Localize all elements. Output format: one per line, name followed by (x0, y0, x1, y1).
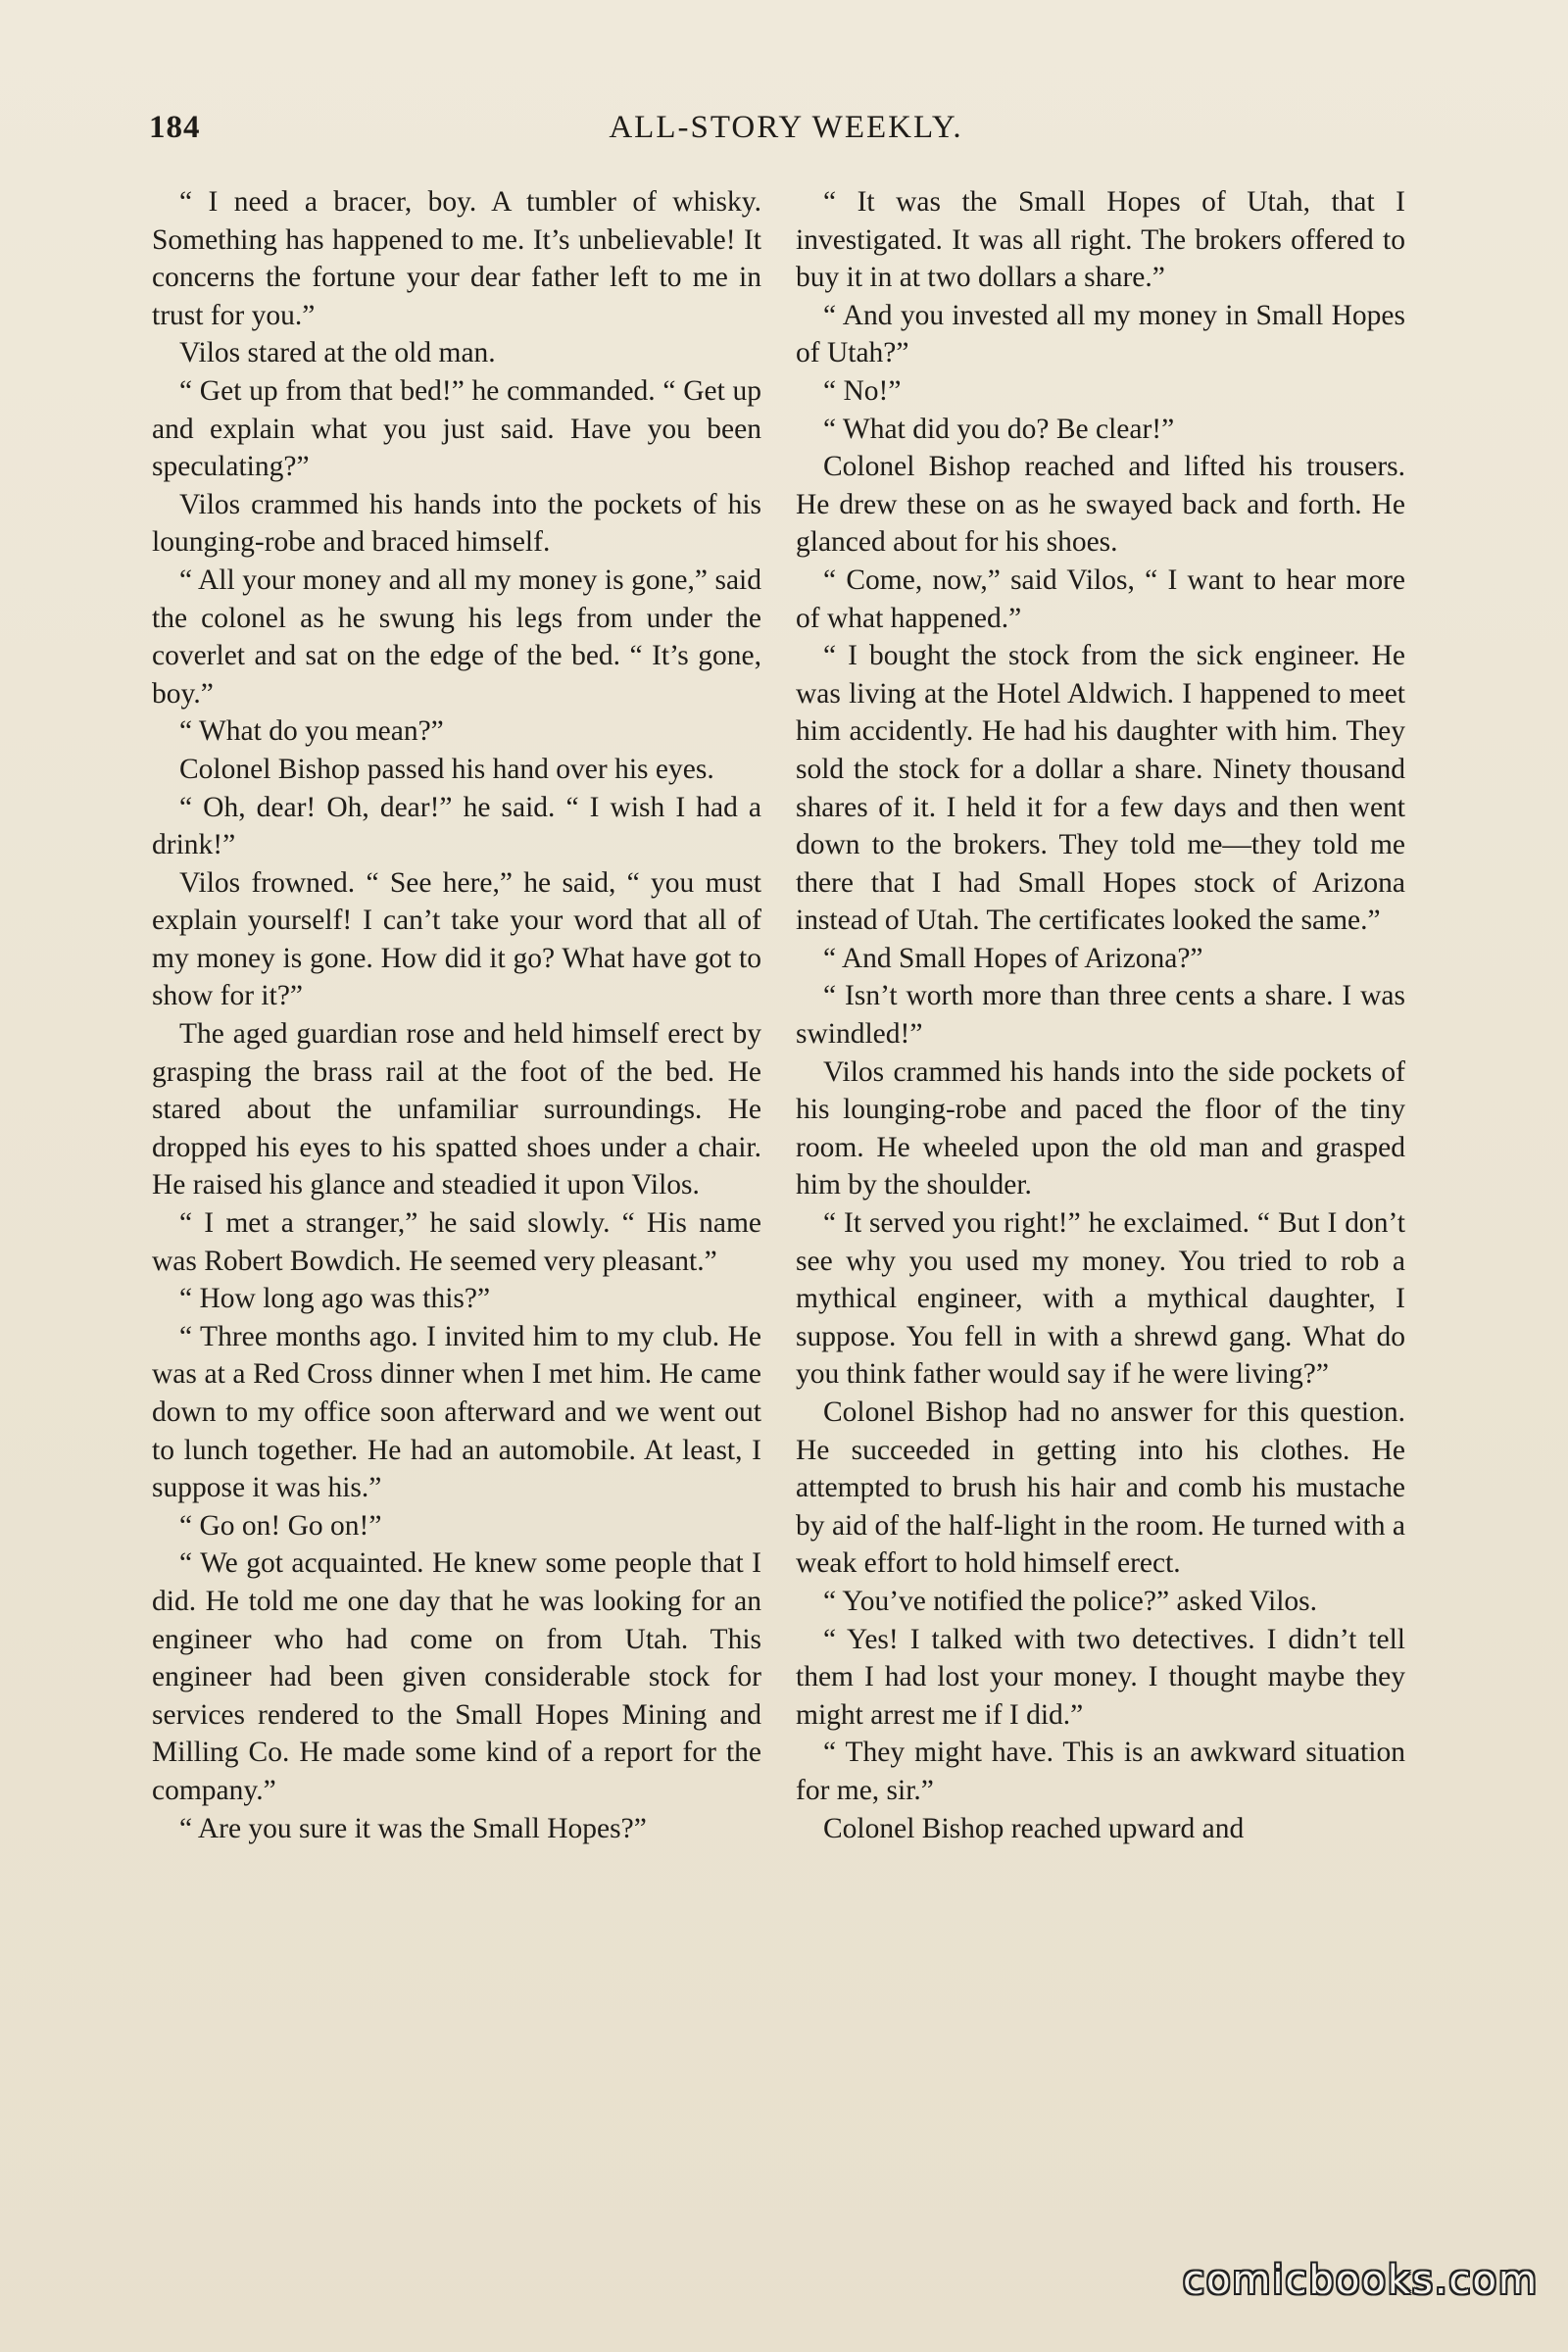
paragraph: “ What do you mean?” (179, 715, 444, 748)
paragraph: “ And you invested all my money in Small Hopes of Utah?” (796, 299, 1405, 369)
paragraph: Vilos frowned. “ See here,” he said, “ you must explain yourself! I can’t take your word that all of my money is gone. How did it go? What have got to show for it?” (152, 866, 761, 1012)
paragraph: Vilos crammed his hands into the side pockets of his lounging-robe and paced the floor of the tiny room. He wheeled upon the old man and grasped him by the shoulder. (796, 1055, 1405, 1201)
paragraph: “ Yes! I talked with two detectives. I didn’t tell them I had lost your money. I thought maybe they might arrest me if I did.” (796, 1623, 1405, 1731)
paragraph: Colonel Bishop passed his hand over his eyes. (179, 753, 714, 785)
paragraph: “ How long ago was this?” (179, 1283, 491, 1315)
paragraph: “ I need a bracer, boy. A tumbler of whisky. Something has happened to me. It’s unbelievable! It concerns the fortune your dear father left to me in trust for you.” (152, 186, 761, 331)
magazine-title: ALL-STORY WEEKLY. (609, 110, 963, 145)
paragraph: Vilos crammed his hands into the pockets of his lounging-robe and braced himself. (152, 488, 761, 559)
paragraph: “ Go on! Go on!” (179, 1509, 382, 1542)
paragraph: “ No!” (823, 374, 902, 407)
paragraph: The aged guardian rose and held himself erect by grasping the brass rail at the foot of the bed. He stared about the unfamiliar surroundings. He dropped his eyes to his spatted shoes under a chair. He raised his glance and steadied it upon Vilos. (152, 1018, 761, 1201)
page-number: 184 (149, 110, 201, 145)
paragraph: Colonel Bishop reached and lifted his trousers. He drew these on as he swayed back and forth. He glanced about for his shoes. (796, 451, 1405, 559)
paragraph: Colonel Bishop had no answer for this question. He succeeded in getting into his clothes. He attempted to brush his hair and comb his mustache by aid of the half-light in the room. He turned with a weak effort to hold himself erect. (796, 1396, 1405, 1580)
paragraph: “ It served you right!” he exclaimed. “ But I don’t see why you used my money. You tried to rob a mythical engineer, with a mythical daughter, I suppose. You fell in with a shrewd gang. What do you think father would say if he were living?” (796, 1207, 1405, 1391)
paragraph: “ Come, now,” said Vilos, “ I want to hear more of what happened.” (796, 564, 1405, 634)
paragraph: “ What did you do? Be clear!” (823, 413, 1175, 445)
paragraph: “ All your money and all my money is gone,” said the colonel as he swung his legs from under the coverlet and sat on the edge of the bed. “ It’s gone, boy.” (152, 564, 761, 710)
page-header (149, 110, 1423, 159)
paragraph: “ Three months ago. I invited him to my club. He was at a Red Cross dinner when I met him. He came down to my office soon afterward and we went out to lunch together. He had an automobile. At least, I suppose it was his.” (152, 1320, 761, 1504)
paragraph: “ And Small Hopes of Arizona?” (823, 942, 1203, 974)
paragraph: “ I bought the stock from the sick engineer. He was living at the Hotel Aldwich. I happened to meet him accidently. He had his daughter with him. They sold the stock for a dollar a share. Ninety thousand shares of it. I held it for a few days and then went down to the brokers. They told me—they told me there that I had Small Hopes stock of Arizona instead of Utah. The certificates looked the same.” (796, 640, 1405, 937)
paragraph: “ It was the Small Hopes of Utah, that I investigated. It was all right. The brokers offered to buy it in at two dollars a share.” (796, 186, 1405, 294)
paragraph: Colonel Bishop reached upward and (823, 1812, 1245, 1844)
paragraph: “ You’ve notified the police?” asked Vilos. (823, 1585, 1317, 1617)
paragraph: “ They might have. This is an awkward situation for me, sir.” (796, 1737, 1405, 1806)
right-text-column (796, 183, 1405, 1847)
paragraph: “ Get up from that bed!” he commanded. “ Get up and explain what you just said. Have you been speculating?” (152, 374, 761, 483)
paragraph: “ I met a stranger,” he said slowly. “ His name was Robert Bowdich. He seemed very pleasant.” (152, 1207, 761, 1277)
left-text-column (152, 183, 761, 1847)
paragraph: “ We got acquainted. He knew some people that I did. He told me one day that he was looking for an engineer who had come on from Utah. This engineer had been given considerable stock for services rendered to the Small Hopes Mining and Milling Co. He made some kind of a report for the company.” (152, 1547, 761, 1806)
paragraph: Vilos stared at the old man. (179, 337, 496, 369)
paragraph: “ Isn’t worth more than three cents a share. I was swindled!” (796, 980, 1405, 1051)
paragraph: “ Oh, dear! Oh, dear!” he said. “ I wish I had a drink!” (152, 791, 761, 861)
paragraph: “ Are you sure it was the Small Hopes?” (179, 1812, 647, 1844)
watermark: comicbooks.com (1182, 2258, 1539, 2303)
